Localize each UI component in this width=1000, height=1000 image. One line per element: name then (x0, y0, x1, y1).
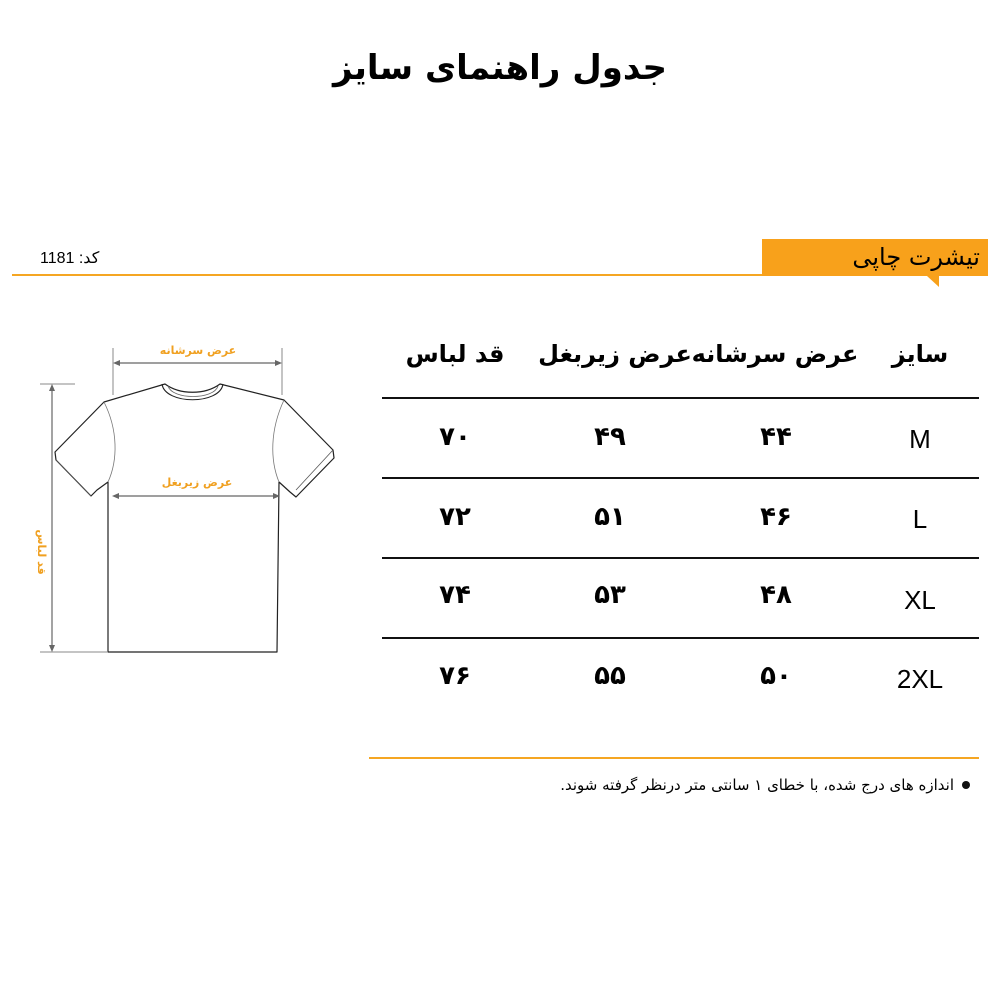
shoulder-cell: ۵۰ (760, 661, 792, 691)
header-chest: عرض زیربغل (538, 340, 692, 368)
size-cell: 2XL (896, 664, 944, 694)
shoulder-cell: ۴۸ (760, 580, 792, 610)
tag-notch (927, 276, 939, 287)
size-cell: XL (904, 585, 936, 615)
shoulder-width-label: عرض سرشانه (159, 344, 237, 357)
table-divider (382, 557, 979, 559)
chest-cell: ۵۵ (594, 661, 626, 691)
header-length: قد لباس (405, 340, 505, 368)
length-label: قد لباس (35, 529, 48, 575)
length-cell: ۷۰ (439, 422, 471, 452)
length-cell: ۷۶ (439, 661, 471, 691)
product-code (40, 248, 99, 268)
chest-width-label: عرض زیربغل (161, 476, 233, 489)
product-name-tag: تیشرت چاپی (762, 239, 988, 276)
measurement-note (560, 776, 970, 794)
length-cell: ۷۴ (439, 580, 471, 610)
note-text: اندازه های درج شده، با خطای ۱ سانتی متر درنظر گرفته شوند. (560, 776, 954, 794)
footer-divider (369, 757, 979, 759)
shoulder-cell: ۴۶ (760, 502, 792, 532)
table-divider (382, 477, 979, 479)
table-divider (382, 397, 979, 399)
chest-cell: ۵۳ (594, 580, 626, 610)
product-code-value: 1181 (40, 250, 75, 267)
chest-cell: ۵۱ (594, 502, 626, 532)
header-size: سایز (891, 340, 949, 368)
shoulder-cell: ۴۴ (760, 422, 792, 452)
page-title: جدول راهنمای سایز (333, 48, 667, 88)
length-cell: ۷۲ (439, 502, 471, 532)
table-divider (382, 637, 979, 639)
chest-cell: ۴۹ (594, 422, 626, 452)
tshirt-diagram (0, 320, 360, 670)
product-code-label: کد: (78, 250, 100, 267)
bullet-icon (962, 781, 970, 789)
tshirt-outline (55, 384, 334, 652)
size-cell: L (912, 504, 928, 534)
size-cell: M (909, 424, 931, 454)
header-shoulder: عرض سرشانه (691, 340, 859, 368)
